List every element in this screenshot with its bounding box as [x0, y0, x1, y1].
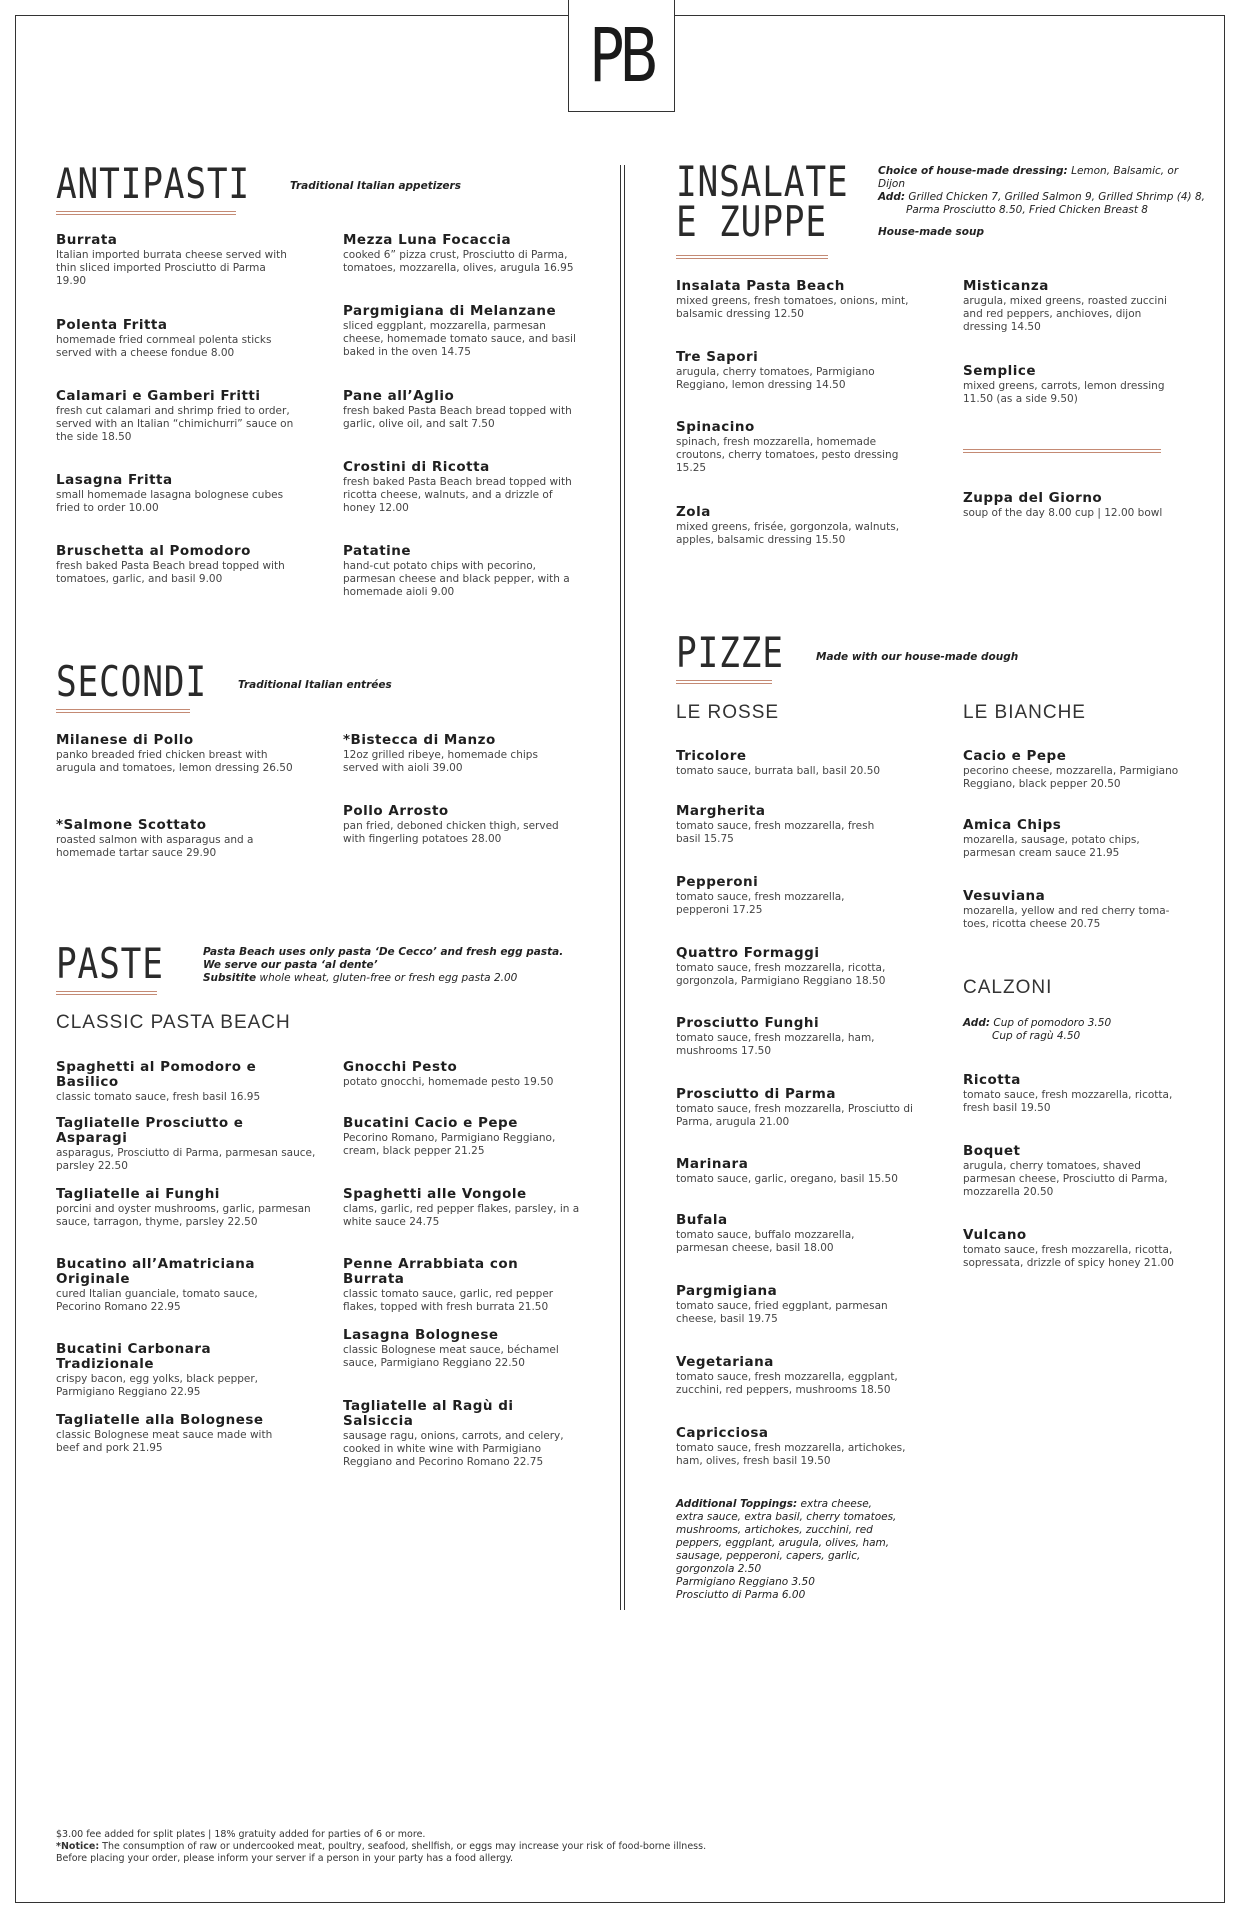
secondi-note: Traditional Italian entrées — [238, 679, 392, 691]
menu-item: Pane all’Aglio fresh baked Pasta Beach bread topped with garlic, olive oil, and salt 7.50 — [343, 388, 572, 430]
menu-item: Burrata Italian imported burrata cheese served with thin sliced imported Prosciutto di Parma 19.90 — [56, 232, 287, 287]
menu-item: Vulcano tomato sauce, fresh mozzarella, ricotta, sopressata, drizzle of spicy honey 21.00 — [963, 1227, 1174, 1269]
antipasti-title: ANTIPASTI — [56, 159, 250, 208]
menu-item: Tagliatelle al Ragù di Salsiccia sausage ragu, onions, carrots, and celery, cooked in white wine with Parmigiano Reggiano and Pecorino Romano 22.75 — [343, 1398, 564, 1468]
menu-item: Bucatino all’Amatriciana Originale cured Italian guanciale, tomato sauce, Pecorino Romano 22.95 — [56, 1256, 258, 1313]
menu-item: Tricolore tomato sauce, burrata ball, basil 20.50 — [676, 748, 881, 777]
menu-item: Gnocchi Pesto potato gnocchi, homemade pesto 19.50 — [343, 1059, 554, 1088]
menu-item: Pargmigiana di Melanzane sliced eggplant, mozzarella, parmesan cheese, homemade tomato sauce, and basil baked in the oven 14.75 — [343, 303, 576, 358]
soup-divider — [963, 449, 1161, 453]
paste-note: Pasta Beach uses only pasta ‘De Cecco’ and fresh egg pasta. We serve our pasta ‘al dente’ Subsitite whole wheat, gluten-free or fresh egg pasta 2.00 — [203, 946, 564, 984]
calzoni-add-note: Add: Cup of pomodoro 3.50 Cup of ragù 4.50 — [963, 1017, 1112, 1042]
menu-item: *Bistecca di Manzo 12oz grilled ribeye, homemade chips served with aioli 39.00 — [343, 732, 538, 774]
menu-item: Semplice mixed greens, carrots, lemon dressing 11.50 (as a side 9.50) — [963, 363, 1165, 405]
menu-item: Mezza Luna Focaccia cooked 6” pizza crust, Prosciutto di Parma, tomatoes, mozzarella, olives, arugula 16.95 — [343, 232, 574, 274]
insalate-dressing-note: Choice of house-made dressing: Lemon, Balsamic, or Dijon Add: Grilled Chicken 7, Grilled Salmon 9, Grilled Shrimp (4) 8, Parma Prosciutto 8.50, Fried Chicken Breast 8 — [878, 165, 1205, 216]
menu-item: Calamari e Gamberi Fritti fresh cut calamari and shrimp fried to order, served with an Italian “chimichurri” sauce on the side 18.50 — [56, 388, 294, 443]
pizze-note: Made with our house-made dough — [816, 651, 1019, 663]
pizze-underline — [676, 680, 772, 684]
menu-item: Vesuviana mozarella, yellow and red cherry toma-toes, ricotta cheese 20.75 — [963, 888, 1170, 930]
menu-item: Tagliatelle alla Bolognese classic Bolognese meat sauce made with beef and pork 21.95 — [56, 1412, 273, 1454]
menu-item: Ricotta tomato sauce, fresh mozzarella, ricotta, fresh basil 19.50 — [963, 1072, 1173, 1114]
footer-notes: $3.00 fee added for split plates | 18% gratuity added for parties of 6 or more. *Notice: The consumption of raw or undercooked meat, poultry, seafood, shellfish, or eggs may increase your risk of food-borne illness. Before placing your order, please inform your server if a person in your party has a food allergy. — [56, 1829, 707, 1864]
menu-item: Polenta Fritta homemade fried cornmeal polenta sticks served with a cheese fondue 8.00 — [56, 317, 272, 359]
menu-item: Spaghetti al Pomodoro e Basilico classic tomato sauce, fresh basil 16.95 — [56, 1059, 261, 1103]
menu-item: Insalata Pasta Beach mixed greens, fresh tomatoes, onions, mint, balsamic dressing 12.50 — [676, 278, 909, 320]
menu-item: Vegetariana tomato sauce, fresh mozzarella, eggplant, zucchini, red peppers, mushrooms 18.50 — [676, 1354, 898, 1396]
antipasti-underline — [56, 211, 236, 215]
pizze-title: PIZZE — [676, 628, 784, 677]
le-rosse-subtitle: LE ROSSE — [676, 702, 780, 723]
menu-item: Zola mixed greens, frisée, gorgonzola, walnuts, apples, balsamic dressing 15.50 — [676, 504, 900, 546]
menu-item: Margherita tomato sauce, fresh mozzarella, fresh basil 15.75 — [676, 803, 875, 845]
menu-item: Prosciutto Funghi tomato sauce, fresh mozzarella, ham, mushrooms 17.50 — [676, 1015, 875, 1057]
calzoni-subtitle: CALZONI — [963, 977, 1053, 998]
menu-item: Bruschetta al Pomodoro fresh baked Pasta Beach bread topped with tomatoes, garlic, and basil 9.00 — [56, 543, 285, 585]
menu-item: Boquet arugula, cherry tomatoes, shaved parmesan cheese, Prosciutto di Parma, mozzarella 20.50 — [963, 1143, 1168, 1198]
menu-item: Marinara tomato sauce, garlic, oregano, basil 15.50 — [676, 1156, 898, 1185]
paste-title: PASTE — [56, 939, 164, 988]
menu-item: *Salmone Scottato roasted salmon with asparagus and a homemade tartar sauce 29.90 — [56, 817, 254, 859]
menu-item: Lasagna Fritta small homemade lasagna bolognese cubes fried to order 10.00 — [56, 472, 284, 514]
menu-item: Spinacino spinach, fresh mozzarella, homemade croutons, cherry tomatoes, pesto dressing 15.25 — [676, 419, 899, 474]
menu-item: Cacio e Pepe pecorino cheese, mozzarella, Parmigiano Reggiano, black pepper 20.50 — [963, 748, 1179, 790]
menu-item: Zuppa del Giorno soup of the day 8.00 cup | 12.00 bowl — [963, 490, 1163, 519]
menu-item: Lasagna Bolognese classic Bolognese meat sauce, béchamel sauce, Parmigiano Reggiano 22.50 — [343, 1327, 559, 1369]
column-divider — [620, 165, 625, 1610]
menu-item: Misticanza arugula, mixed greens, roasted zuccini and red peppers, anchioves, dijon dressing 14.50 — [963, 278, 1167, 333]
menu-item: Pepperoni tomato sauce, fresh mozzarella, pepperoni 17.25 — [676, 874, 845, 916]
secondi-title: SECONDI — [56, 657, 207, 706]
menu-item: Crostini di Ricotta fresh baked Pasta Beach bread topped with ricotta cheese, walnuts, and a drizzle of honey 12.00 — [343, 459, 572, 514]
menu-item: Milanese di Pollo panko breaded fried chicken breast with arugula and tomatoes, lemon dressing 26.50 — [56, 732, 293, 774]
insalate-title: INSALATE E ZUPPE — [676, 157, 849, 246]
menu-item: Tagliatelle Prosciutto e Asparagi asparagus, Prosciutto di Parma, parmesan sauce, parsley 22.50 — [56, 1115, 316, 1172]
soup-note: House-made soup — [878, 226, 984, 238]
menu-item: Prosciutto di Parma tomato sauce, fresh mozzarella, Prosciutto di Parma, arugula 21.00 — [676, 1086, 913, 1128]
additional-toppings: Additional Toppings: extra cheese, extra sauce, extra basil, cherry tomatoes, mushrooms, artichokes, zucchini, red peppers, eggplant, arugula, olives, ham, sausage, pepperoni, capers, garlic, gorgonzola 2.50 Parmigiano Reggiano 3.50 Prosciutto di Parma 6.00 — [676, 1498, 897, 1601]
menu-item: Capricciosa tomato sauce, fresh mozzarella, artichokes, ham, olives, fresh basil 19.50 — [676, 1425, 906, 1467]
menu-item: Bucatini Cacio e Pepe Pecorino Romano, Parmigiano Reggiano, cream, black pepper 21.25 — [343, 1115, 556, 1157]
menu-item: Penne Arrabbiata con Burrata classic tomato sauce, garlic, red pepper flakes, topped with fresh burrata 21.50 — [343, 1256, 554, 1313]
menu-item: Patatine hand-cut potato chips with pecorino, parmesan cheese and black pepper, with a homemade aioli 9.00 — [343, 543, 570, 598]
menu-item: Pollo Arrosto pan fried, deboned chicken thigh, served with fingerling potatoes 28.00 — [343, 803, 559, 845]
paste-underline — [56, 991, 157, 995]
menu-item: Amica Chips mozarella, sausage, potato chips, parmesan cream sauce 21.95 — [963, 817, 1140, 859]
menu-item: Pargmigiana tomato sauce, fried eggplant, parmesan cheese, basil 19.75 — [676, 1283, 888, 1325]
secondi-underline — [56, 709, 190, 713]
pb-logo: PB — [568, 0, 675, 112]
le-bianche-subtitle: LE BIANCHE — [963, 702, 1086, 723]
menu-item: Bucatini Carbonara Tradizionale crispy bacon, egg yolks, black pepper, Parmigiano Reggiano 22.95 — [56, 1341, 259, 1398]
antipasti-note: Traditional Italian appetizers — [290, 180, 461, 192]
menu-item: Quattro Formaggi tomato sauce, fresh mozzarella, ricotta, gorgonzola, Parmigiano Reggiano 18.50 — [676, 945, 886, 987]
classic-pasta-subtitle: CLASSIC PASTA BEACH — [56, 1012, 291, 1033]
menu-item: Spaghetti alle Vongole clams, garlic, red pepper flakes, parsley, in a white sauce 24.75 — [343, 1186, 580, 1228]
insalate-underline — [676, 255, 828, 259]
menu-item: Tagliatelle ai Funghi porcini and oyster mushrooms, garlic, parmesan sauce, tarragon, thyme, parsley 22.50 — [56, 1186, 311, 1228]
menu-item: Bufala tomato sauce, buffalo mozzarella, parmesan cheese, basil 18.00 — [676, 1212, 855, 1254]
menu-item: Tre Sapori arugula, cherry tomatoes, Parmigiano Reggiano, lemon dressing 14.50 — [676, 349, 875, 391]
